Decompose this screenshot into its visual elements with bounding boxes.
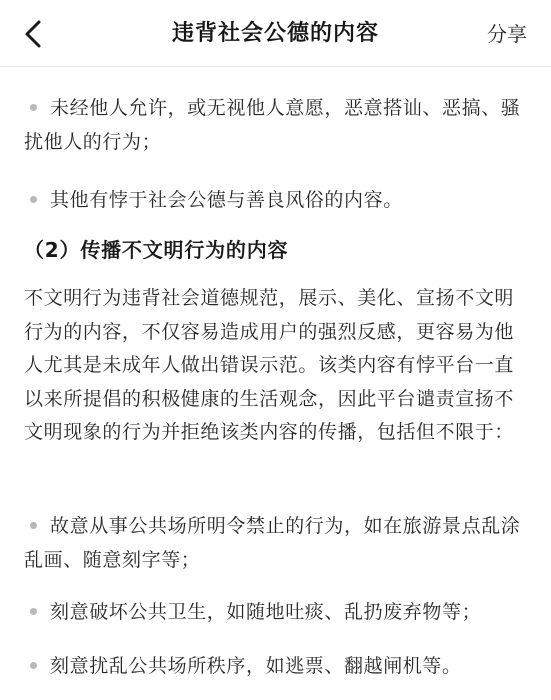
list-item-text: 刻意破坏公共卫生，如随地吐痰、乱扔废弃物等； xyxy=(50,601,482,623)
list-item-text: 未经他人允许，或无视他人意愿，恶意搭讪、恶搞、骚扰他人的行为； xyxy=(24,97,521,153)
section-heading: （2）传播不文明行为的内容 xyxy=(24,238,289,262)
bullet-dot-icon xyxy=(30,196,37,203)
bullet-dot-icon xyxy=(30,104,37,111)
list-item-text: 其他有悖于社会公德与善良风俗的内容。 xyxy=(50,189,403,211)
list-item-text: 刻意扰乱公共场所秩序，如逃票、翻越闸机等。 xyxy=(50,655,462,677)
share-button[interactable]: 分享 xyxy=(487,22,527,46)
list-item-text: 故意从事公共场所明令禁止的行为，如在旅游景点乱涂乱画、随意刻字等； xyxy=(24,515,521,571)
bullet-dot-icon xyxy=(30,522,37,529)
bullet-dot-icon xyxy=(30,662,37,669)
bullet-dot-icon xyxy=(30,608,37,615)
top-nav-bar xyxy=(0,0,551,67)
list-item xyxy=(24,92,529,159)
list-item xyxy=(24,510,529,577)
list-item xyxy=(24,596,529,630)
list-item xyxy=(24,184,529,218)
page-title: 违背社会公德的内容 xyxy=(171,21,379,46)
list-item xyxy=(24,650,529,684)
body-paragraph: 不文明行为违背社会道德规范，展示、美化、宣扬不文明行为的内容，不仅容易造成用户的强烈反感，更容易为他人尤其是未成年人做出错误示范。该类内容有悖平台一直以来所提倡的积极健康的生活观念，因此平台谴责宣扬不文明现象的行为并拒绝该类内容的传播，包括但不限于： xyxy=(24,287,515,443)
